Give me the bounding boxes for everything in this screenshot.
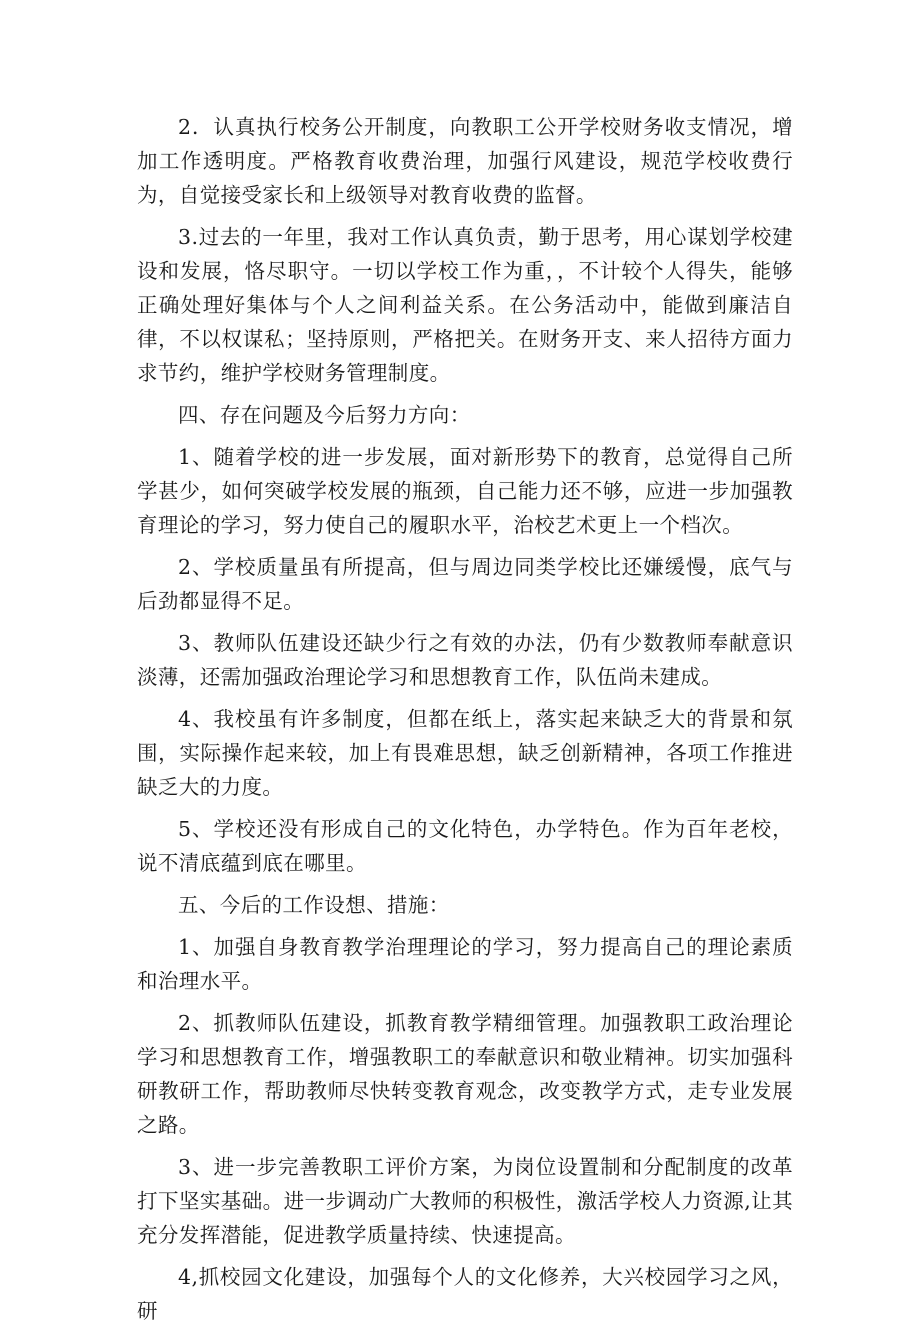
paragraph-work-attitude: 3.过去的一年里，我对工作认真负责，勤于思考，用心谋划学校建设和发展，恪尽职守。一切以学校工作为重，，不计较个人得失，能够正确处理好集体与个人之间利益关系。在公务活动中，能做到廉洁自律，不以权谋私；坚持原则，严格把关。在财务开支、来人招待方面力求节约，维护学校财务管理制度。 [137, 225, 793, 385]
paragraph-plan-2: 2、抓教师队伍建设，抓教育教学精细管理。加强教职工政治理论学习和思想教育工作，增强教职工的奉献意识和敬业精神。切实加强科研教研工作，帮助教师尽快转变教育观念，改变教学方式，走专业发展之路。 [137, 1011, 793, 1137]
paragraph-problem-4: 4、我校虽有许多制度，但都在纸上，落实起来缺乏大的背景和氛围，实际操作起来较，加上有畏难思想，缺乏创新精神，各项工作推进缺乏大的力度。 [137, 707, 793, 799]
paragraph-problem-2: 2、学校质量虽有所提高，但与周边同类学校比还嫌缓慢，底气与后劲都显得不足。 [137, 555, 793, 613]
section-heading-plans: 五、今后的工作设想、措施： [178, 893, 450, 917]
paragraph-problem-3: 3、教师队伍建设还缺少行之有效的办法，仍有少数教师奉献意识淡薄，还需加强政治理论学习和思想教育工作，队伍尚未建成。 [137, 631, 793, 689]
document-body [137, 110, 793, 1336]
section-heading-problems: 四、存在问题及今后努力方向： [178, 403, 471, 427]
paragraph-problem-5: 5、学校还没有形成自己的文化特色，办学特色。作为百年老校，说不清底蕴到底在哪里。 [137, 817, 793, 875]
paragraph-problem-1: 1、随着学校的进一步发展，面对新形势下的教育，总觉得自己所学甚少，如何突破学校发展的瓶颈，自己能力还不够，应进一步加强教育理论的学习，努力使自己的履职水平，治校艺术更上一个档次。 [137, 445, 793, 537]
paragraph-plan-4: 4,抓校园文化建设，加强每个人的文化修养，大兴校园学习之风，研 [137, 1265, 793, 1323]
paragraph-finance-transparency: 2．认真执行校务公开制度，向教职工公开学校财务收支情况，增加工作透明度。严格教育收费治理，加强行风建设，规范学校收费行为，自觉接受家长和上级领导对教育收费的监督。 [137, 115, 793, 207]
paragraph-plan-3: 3、进一步完善教职工评价方案，为岗位设置制和分配制度的改革打下坚实基础。进一步调动广大教师的积极性，激活学校人力资源,让其充分发挥潜能，促进教学质量持续、快速提高。 [137, 1155, 793, 1247]
paragraph-plan-1: 1、加强自身教育教学治理理论的学习，努力提高自己的理论素质和治理水平。 [137, 935, 793, 993]
